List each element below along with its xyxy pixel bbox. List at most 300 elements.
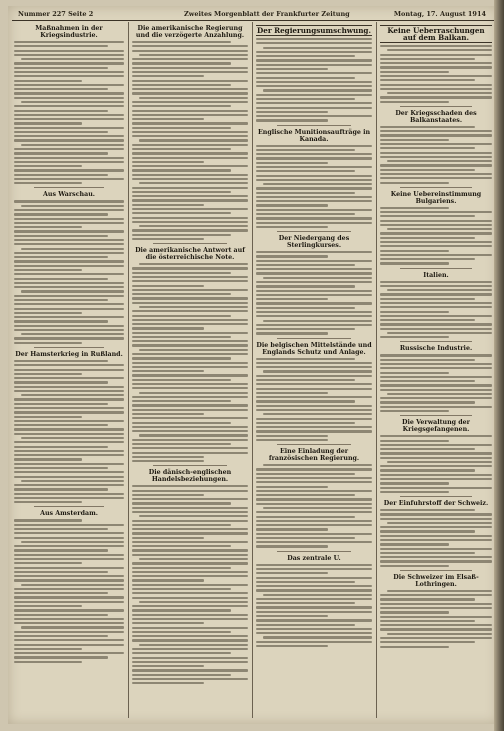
- text-line: [387, 92, 492, 94]
- text-line: [14, 316, 124, 318]
- text-line: [21, 290, 124, 292]
- text-line: [132, 131, 248, 133]
- text-line: [14, 652, 124, 654]
- text-line: [21, 248, 124, 250]
- text-line: [132, 302, 248, 304]
- text-line: [256, 55, 355, 57]
- text-line: [256, 115, 372, 117]
- article-headline: Keine Ueberraschungen auf dem Balkan.: [380, 25, 492, 43]
- text-line: [14, 549, 108, 551]
- text-line: [132, 532, 248, 534]
- column-3: [256, 22, 372, 718]
- text-line: [14, 252, 124, 254]
- text-line: [380, 637, 492, 639]
- text-line: [380, 607, 492, 609]
- text-line: [14, 635, 108, 637]
- text-line: [132, 148, 231, 150]
- text-line: [14, 562, 82, 564]
- text-line: [256, 619, 372, 621]
- text-line: [14, 639, 124, 641]
- article-separator: [400, 187, 472, 188]
- text-line: [139, 644, 248, 646]
- text-line: [14, 243, 124, 245]
- text-line: [263, 636, 372, 638]
- text-line: [132, 379, 231, 381]
- article-body: [380, 126, 492, 184]
- text-line: [380, 530, 475, 532]
- article-body: [14, 200, 124, 343]
- text-line: [256, 290, 372, 292]
- text-line: [14, 601, 124, 603]
- text-line: [139, 392, 248, 394]
- text-line: [263, 370, 372, 372]
- text-line: [132, 319, 248, 321]
- text-line: [14, 488, 108, 490]
- text-line: [256, 311, 372, 313]
- text-line: [14, 174, 108, 176]
- text-line: [139, 601, 248, 603]
- text-line: [14, 407, 124, 409]
- text-line: [380, 336, 449, 338]
- text-line: [132, 289, 248, 291]
- text-line: [256, 494, 355, 496]
- text-line: [14, 618, 124, 620]
- text-line: [132, 400, 231, 402]
- text-line: [139, 434, 248, 436]
- text-line: [256, 541, 372, 543]
- text-line: [256, 624, 355, 626]
- text-line: [132, 447, 248, 449]
- text-line: [387, 522, 492, 524]
- text-line: [14, 62, 124, 64]
- text-line: [14, 54, 124, 56]
- text-line: [132, 485, 248, 487]
- text-line: [132, 562, 248, 564]
- text-line: [380, 177, 492, 179]
- text-line: [256, 226, 328, 228]
- text-line: [380, 62, 492, 64]
- text-line: [256, 111, 328, 113]
- text-line: [256, 418, 372, 420]
- text-line: [132, 554, 248, 556]
- text-line: [132, 178, 248, 180]
- text-line: [21, 205, 124, 207]
- text-line: [132, 609, 231, 611]
- text-line: [132, 443, 231, 445]
- text-line: [256, 260, 372, 262]
- text-line: [14, 501, 82, 503]
- text-line: [380, 565, 449, 567]
- text-line: [14, 139, 124, 141]
- text-line: [132, 648, 248, 650]
- text-line: [132, 605, 248, 607]
- text-line: [14, 105, 124, 107]
- text-line: [132, 195, 248, 197]
- text-line: [14, 209, 124, 211]
- text-line: [14, 648, 82, 650]
- text-line: [14, 50, 124, 52]
- text-line: [256, 315, 372, 317]
- text-line: [132, 524, 231, 526]
- text-line: [132, 383, 248, 385]
- text-line: [380, 487, 492, 489]
- text-line: [14, 269, 82, 271]
- text-line: [380, 319, 475, 321]
- text-line: [132, 490, 248, 492]
- text-line: [14, 135, 124, 137]
- text-line: [14, 656, 108, 658]
- text-line: [380, 302, 492, 304]
- text-line: [387, 160, 492, 162]
- text-line: [256, 435, 328, 437]
- text-line: [14, 386, 124, 388]
- text-line: [256, 294, 372, 296]
- text-line: [256, 196, 372, 198]
- text-line: [256, 251, 372, 253]
- text-line: [14, 605, 82, 607]
- text-line: [132, 229, 248, 231]
- text-line: [14, 75, 124, 77]
- text-line: [256, 498, 372, 500]
- text-line: [132, 665, 204, 667]
- text-line: [256, 615, 328, 617]
- text-line: [139, 558, 248, 560]
- text-line: [132, 105, 231, 107]
- text-line: [139, 182, 248, 184]
- text-line: [256, 439, 328, 441]
- text-line: [139, 97, 248, 99]
- text-line: [256, 59, 372, 61]
- text-line: [380, 620, 475, 622]
- text-line: [380, 448, 475, 450]
- text-line: [14, 114, 124, 116]
- text-line: [132, 494, 204, 496]
- text-line: [256, 545, 328, 547]
- text-line: [14, 433, 124, 435]
- article-body: [380, 207, 492, 265]
- text-line: [132, 520, 248, 522]
- header-title: Zweites Morgenblatt der Frankfurter Zeitung: [184, 10, 350, 18]
- column-4: [380, 22, 492, 718]
- text-line: [256, 366, 372, 368]
- text-line: [14, 45, 108, 47]
- article-separator: [400, 570, 472, 571]
- article-headline: Der Regierungsumschwung.: [257, 26, 371, 35]
- text-line: [380, 435, 492, 437]
- text-line: [14, 278, 108, 280]
- text-line: [132, 280, 248, 282]
- text-line: [256, 358, 355, 360]
- text-line: [256, 98, 355, 100]
- text-line: [380, 509, 475, 511]
- text-line: [380, 513, 492, 515]
- article-body: [256, 464, 372, 548]
- text-line: [14, 416, 82, 418]
- text-line: [132, 122, 248, 124]
- text-line: [380, 293, 492, 295]
- text-line: [380, 452, 492, 454]
- text-line: [132, 212, 231, 214]
- text-line: [132, 404, 248, 406]
- text-line: [14, 80, 82, 82]
- article-separator: [153, 243, 227, 244]
- text-line: [380, 376, 492, 378]
- text-line: [256, 516, 355, 518]
- article-headline: Eine Einladung der französischen Regierung.: [268, 448, 360, 463]
- text-line: [14, 497, 124, 499]
- text-line: [14, 260, 124, 262]
- text-line: [14, 218, 124, 220]
- text-line: [14, 398, 124, 400]
- text-line: [132, 344, 248, 346]
- text-line: [256, 533, 372, 535]
- text-line: [132, 396, 248, 398]
- text-line: [132, 387, 248, 389]
- text-line: [256, 328, 355, 330]
- text-line: [14, 222, 124, 224]
- text-line: [14, 428, 124, 430]
- text-line: [256, 179, 372, 181]
- text-line: [132, 657, 248, 659]
- text-line: [380, 598, 475, 600]
- text-line: [14, 299, 108, 301]
- text-line: [256, 81, 372, 83]
- article-headline: Die Verwaltung der Kriegsgefangenen.: [402, 419, 470, 434]
- text-line: [132, 50, 248, 52]
- text-line: [256, 145, 372, 147]
- text-line: [14, 411, 124, 413]
- text-line: [132, 456, 204, 458]
- text-line: [132, 221, 248, 223]
- text-line: [256, 77, 355, 79]
- text-line: [380, 389, 492, 391]
- text-line: [380, 143, 492, 145]
- text-line: [256, 107, 372, 109]
- text-line: [256, 187, 372, 189]
- text-line: [380, 367, 492, 369]
- text-line: [14, 519, 82, 521]
- text-line: [132, 370, 204, 372]
- text-line: [132, 88, 248, 90]
- text-line: [256, 490, 372, 492]
- text-line: [139, 349, 248, 351]
- text-line: [256, 388, 372, 390]
- article-headline: Maßnahmen in der Kriegsindustrie.: [35, 25, 103, 39]
- page-header: [14, 10, 492, 20]
- text-line: [256, 200, 372, 202]
- text-line: [14, 148, 124, 150]
- text-line: [380, 224, 492, 226]
- text-line: [256, 641, 372, 643]
- text-line: [14, 92, 124, 94]
- text-line: [14, 152, 108, 154]
- text-line: [380, 130, 492, 132]
- text-line: [132, 152, 248, 154]
- text-line: [256, 468, 372, 470]
- text-line: [380, 401, 475, 403]
- text-line: [14, 88, 108, 90]
- text-line: [132, 597, 248, 599]
- text-line: [14, 571, 108, 573]
- article-body: [380, 590, 492, 648]
- text-line: [132, 635, 248, 637]
- text-line: [263, 89, 372, 91]
- text-line: [256, 422, 355, 424]
- text-line: [14, 122, 82, 124]
- text-line: [132, 272, 231, 274]
- text-line: [380, 548, 492, 550]
- text-line: [380, 315, 492, 317]
- text-line: [14, 592, 108, 594]
- text-line: [14, 609, 124, 611]
- article-body: [380, 509, 492, 567]
- text-line: [132, 336, 231, 338]
- text-line: [387, 332, 492, 334]
- text-line: [132, 165, 248, 167]
- text-line: [132, 567, 231, 569]
- article-body: [132, 485, 248, 684]
- text-line: [14, 286, 124, 288]
- text-line: [132, 208, 248, 210]
- text-line: [387, 590, 492, 592]
- text-line: [132, 297, 248, 299]
- text-line: [132, 45, 248, 47]
- text-line: [380, 543, 449, 545]
- text-line: [256, 51, 372, 53]
- text-line: [132, 332, 248, 334]
- text-line: [256, 524, 372, 526]
- text-line: [132, 579, 204, 581]
- text-line: [14, 588, 124, 590]
- text-line: [132, 502, 231, 504]
- text-line: [14, 342, 82, 344]
- text-line: [263, 464, 372, 466]
- text-line: [380, 372, 449, 374]
- text-line: [14, 476, 124, 478]
- text-line: [380, 478, 492, 480]
- text-line: [256, 302, 372, 304]
- text-line: [132, 357, 231, 359]
- column-divider: [376, 22, 377, 718]
- text-line: [380, 594, 492, 596]
- text-line: [132, 127, 231, 129]
- text-line: [14, 41, 124, 43]
- text-line: [256, 430, 372, 432]
- text-line: [14, 256, 108, 258]
- article-headline: Englische Munitionsaufträge in Kanada.: [257, 128, 371, 143]
- text-line: [380, 241, 492, 243]
- text-line: [256, 602, 355, 604]
- text-line: [380, 491, 449, 493]
- text-line: [132, 267, 248, 269]
- text-line: [380, 560, 492, 562]
- text-line: [132, 498, 248, 500]
- text-line: [14, 381, 108, 383]
- article-body: [256, 564, 372, 648]
- text-line: [256, 628, 372, 630]
- text-line: [380, 173, 492, 175]
- text-line: [256, 255, 328, 257]
- text-line: [14, 631, 124, 633]
- article-body: [256, 38, 372, 122]
- text-line: [380, 440, 449, 442]
- text-line: [14, 200, 124, 202]
- text-line: [380, 245, 492, 247]
- text-line: [380, 354, 492, 356]
- text-line: [132, 452, 248, 454]
- text-line: [380, 628, 492, 630]
- text-line: [380, 254, 492, 256]
- text-line: [132, 592, 248, 594]
- text-line: [132, 353, 248, 355]
- text-line: [387, 228, 492, 230]
- text-line: [256, 264, 355, 266]
- text-line: [256, 537, 355, 539]
- text-line: [14, 622, 124, 624]
- text-line: [132, 426, 248, 428]
- text-line: [21, 144, 124, 146]
- text-line: [132, 661, 248, 663]
- text-line: [14, 131, 108, 133]
- article-separator: [34, 187, 104, 188]
- text-line: [132, 110, 248, 112]
- text-line: [132, 238, 204, 240]
- text-line: [380, 156, 492, 158]
- article-separator: [277, 231, 351, 232]
- text-line: [14, 265, 124, 267]
- text-line: [380, 518, 492, 520]
- text-line: [132, 199, 248, 201]
- text-line: [14, 312, 82, 314]
- article-headline: Russische Industrie.: [399, 345, 473, 353]
- text-line: [132, 614, 248, 616]
- text-line: [132, 669, 248, 671]
- text-line: [256, 405, 372, 407]
- text-line: [256, 192, 355, 194]
- text-line: [139, 225, 248, 227]
- text-line: [380, 328, 492, 330]
- text-line: [14, 282, 124, 284]
- text-line: [14, 528, 108, 530]
- text-line: [14, 467, 108, 469]
- article-headline: Italien.: [423, 271, 449, 279]
- text-line: [256, 598, 372, 600]
- text-line: [132, 174, 248, 176]
- text-line: [380, 306, 492, 308]
- text-line: [380, 54, 492, 56]
- text-line: [256, 632, 372, 634]
- text-line: [132, 374, 248, 376]
- text-line: [132, 276, 248, 278]
- article-body: [132, 263, 248, 462]
- text-line: [380, 298, 475, 300]
- article-headline: Aus Amsterdam.: [40, 510, 98, 518]
- article-headline: Die amerikanische Antwort auf die österreichische Note.: [135, 247, 245, 262]
- text-line: [14, 213, 108, 215]
- text-line: [380, 215, 475, 217]
- text-line: [132, 537, 204, 539]
- text-line: [263, 320, 372, 322]
- text-line: [139, 139, 248, 141]
- page-binding-edge: [494, 0, 504, 731]
- text-line: [380, 384, 492, 386]
- text-line: [139, 263, 248, 265]
- text-line: [14, 110, 108, 112]
- text-line: [132, 528, 248, 530]
- text-line: [380, 611, 449, 613]
- text-line: [132, 627, 248, 629]
- header-rule: [12, 20, 494, 21]
